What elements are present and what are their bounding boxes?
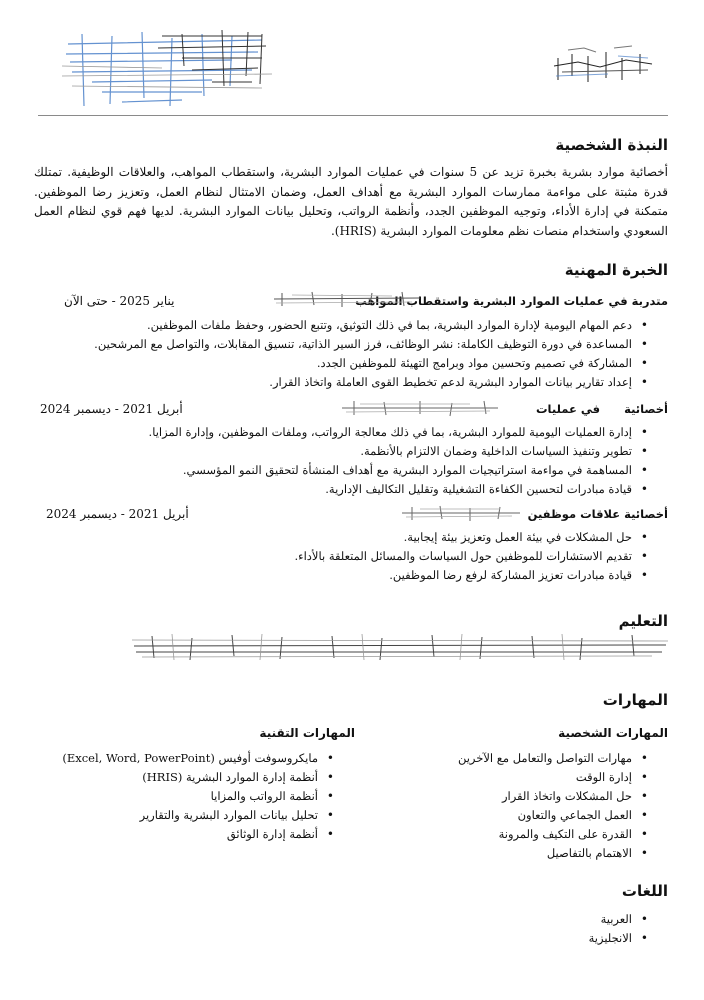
list-item: • مهارات التواصل والتعامل مع الآخرين [458,749,648,768]
list-item: • الانجليزية [589,929,648,948]
list-item: • دعم المهام اليومية لإدارة الموارد البشرية، بما في ذلك التوثيق، وتتبع الحضور، وحفظ ملفات الموظفين. [94,316,648,335]
list-item: • أنظمة إدارة الموارد البشرية (HRIS) [62,768,334,787]
personal-skills-list [458,749,648,863]
job-date: يناير 2025 - حتى الآن [64,294,175,308]
redacted-name [548,36,658,86]
list-item: • قيادة مبادرات تعزيز المشاركة لرفع رضا الموظفين. [295,566,648,585]
list-item: • القدرة على التكيف والمرونة [458,825,648,844]
profile-heading: النبذة الشخصية [555,136,668,154]
technical-skills-list [62,749,334,844]
list-item: • تطوير وتنفيذ السياسات الداخلية وضمان الالتزام بالأنظمة. [149,442,648,461]
redacted-employer [400,504,522,522]
list-item: • قيادة مبادرات لتحسين الكفاءة التشغيلية وتقليل التكاليف الإدارية. [149,480,648,499]
list-item: • حل المشكلات في بيئة العمل وتعزيز بيئة إيجابية. [295,528,648,547]
job-title: متدربة في عمليات الموارد البشرية واستقطاب المواهب [355,294,668,308]
languages-heading: اللغات [621,882,668,900]
list-item: • إعداد تقارير بيانات الموارد البشرية لدعم تخطيط القوى العاملة واتخاذ القرار. [94,373,648,392]
list-item: • المساهمة في مواءمة استراتيجيات الموارد البشرية مع أهداف المنشأة لتحقيق النمو المؤسسي. [149,461,648,480]
list-item: • تحليل بيانات الموارد البشرية والتقارير [62,806,334,825]
redacted-employer [340,399,500,417]
job-duties [295,528,648,585]
redacted-education [132,632,668,662]
languages-list [589,910,648,948]
job-duties [94,316,648,392]
experience-heading: الخبرة المهنية [564,261,668,279]
resume-header [38,18,668,116]
personal-skills-heading: المهارات الشخصية [558,726,668,740]
list-item: • العربية [589,910,648,929]
technical-skills-heading: المهارات التقنية [259,726,355,740]
list-item: • العمل الجماعي والتعاون [458,806,648,825]
list-item: • تقديم الاستشارات للموظفين حول السياسات والمسائل المتعلقة بالأداء. [295,547,648,566]
redacted-contact-info [62,26,272,112]
job-title: أخصائية علاقات موظفين [527,507,668,521]
list-item: • المشاركة في تصميم وتحسين مواد وبرامج التهيئة للموظفين الجدد. [94,354,648,373]
job-duties [149,423,648,499]
job-title: أخصائية [624,402,668,416]
list-item: • إدارة الوقت [458,768,648,787]
job-date: أبريل 2021 - ديسمبر 2024 [46,507,189,521]
list-item: • أنظمة إدارة الوثائق [62,825,334,844]
education-heading: التعليم [618,612,668,630]
list-item: • حل المشكلات واتخاذ القرار [458,787,648,806]
list-item: • أنظمة الرواتب والمزايا [62,787,334,806]
job-date: أبريل 2021 - ديسمبر 2024 [40,402,183,416]
job-title: في عمليات [536,402,600,416]
redacted-employer [272,290,422,308]
skills-heading: المهارات [602,691,668,709]
profile-summary: أخصائية موارد بشرية بخبرة تزيد عن 5 سنوات في عمليات الموارد البشرية، واستقطاب المواهب، والعلاقات الوظيفية. تمتلك قدرة مثبتة على مواءمة ممارسات الموارد البشرية مع أهداف العمل، وضمان الامتثال لنظام العمل، وتعزيز رضا الموظفين. متمكنة في إدارة الأداء، وتوجيه الموظفين الجدد، وأنظمة الرواتب، وتحليل بيانات الموارد البشرية. لديها فهم قوي لنظام العمل السعودي واستخدام منصات نظم معلومات الموارد البشرية (HRIS). [34,165,668,238]
list-item: • مايكروسوفت أوفيس (Excel, Word, PowerPoint) [62,749,334,768]
list-item: • الاهتمام بالتفاصيل [458,844,648,863]
list-item: • إدارة العمليات اليومية للموارد البشرية، بما في ذلك معالجة الرواتب، وملفات الموظفين، وإدارة المزايا. [149,423,648,442]
list-item: • المساعدة في دورة التوظيف الكاملة: نشر الوظائف، فرز السير الذاتية، تنسيق المقابلات، والتواصل مع المرشحين. [94,335,648,354]
